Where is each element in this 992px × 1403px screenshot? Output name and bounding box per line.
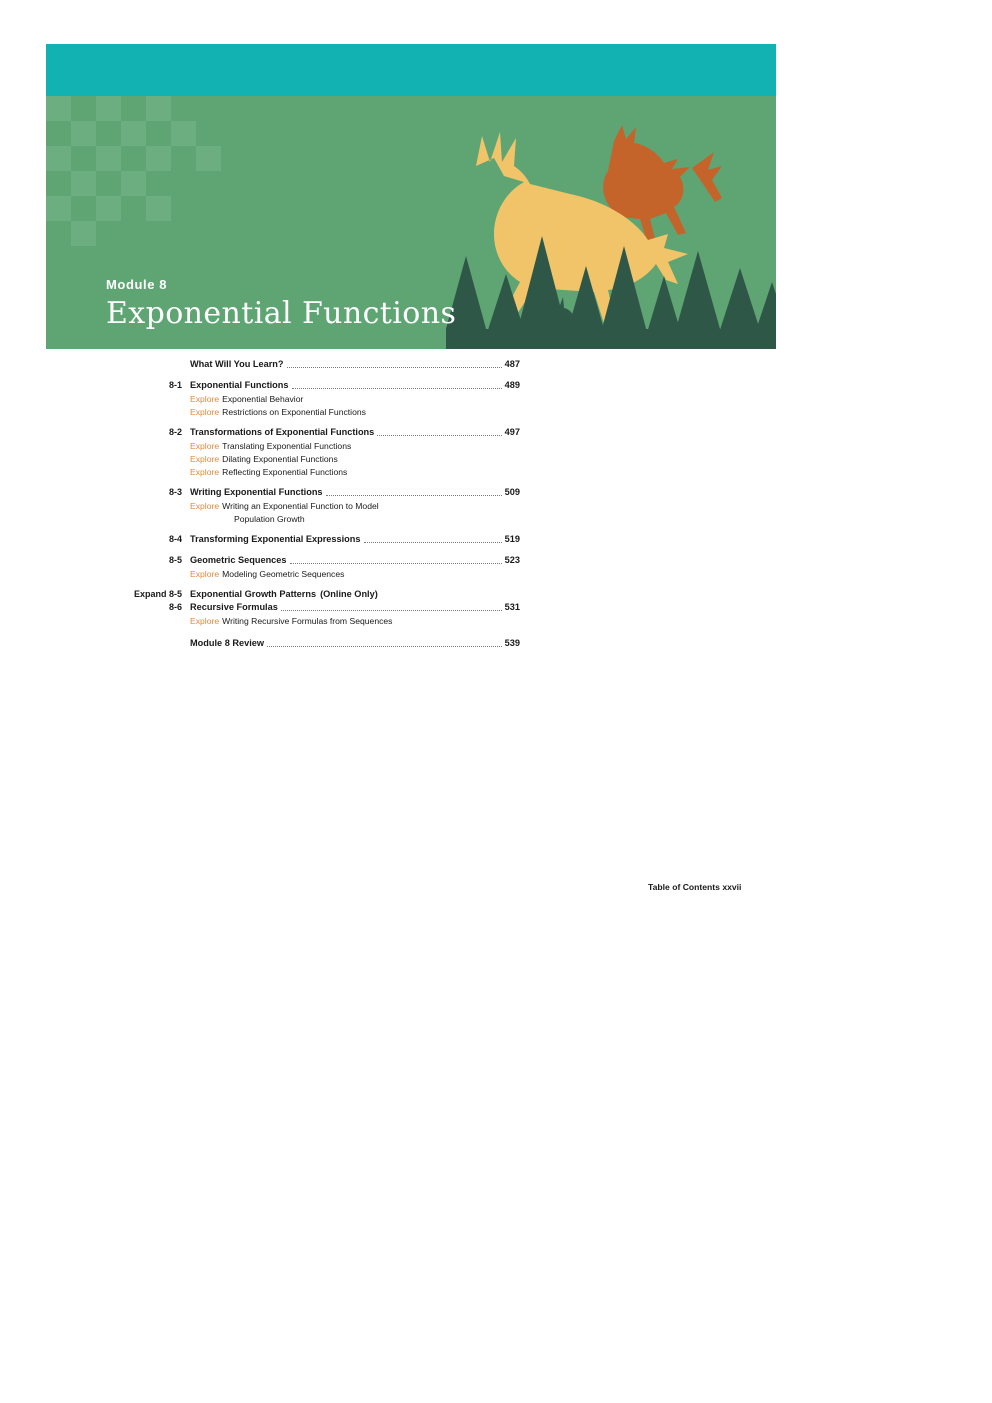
toc-explore-item[interactable] — [100, 500, 520, 512]
banner-title-block — [106, 277, 456, 331]
toc-row[interactable] — [100, 426, 520, 439]
explore-label: Explore — [190, 441, 220, 451]
toc-entry — [100, 426, 520, 478]
toc-leader — [267, 639, 502, 647]
toc-leader — [364, 535, 502, 543]
toc-leader — [287, 360, 502, 368]
toc-explore-item[interactable] — [100, 453, 520, 465]
toc-row[interactable] — [100, 588, 520, 601]
toc-number: 8-2 — [168, 427, 182, 437]
toc-leader — [326, 488, 502, 496]
explore-label: Explore — [190, 569, 220, 579]
explore-label: Explore — [190, 467, 220, 477]
toc-page: 487 — [504, 359, 520, 369]
toc-explore-item[interactable] — [100, 393, 520, 405]
toc-entry — [100, 358, 520, 371]
toc-page: 531 — [504, 602, 520, 612]
toc-leader — [377, 428, 501, 436]
explore-text: Dilating Exponential Functions — [222, 454, 338, 464]
deer-forest-illustration — [446, 96, 776, 349]
toc-title: Transforming Exponential Expressions — [190, 534, 361, 544]
toc-title: Geometric Sequences — [190, 555, 287, 565]
toc-number: 8-6 — [168, 602, 182, 612]
toc-leader — [292, 381, 502, 389]
module-title: Exponential Functions — [106, 296, 457, 331]
explore-text: Writing Recursive Formulas from Sequences — [222, 616, 393, 626]
toc-leader — [281, 603, 502, 611]
toc-row[interactable] — [100, 486, 520, 499]
toc-row[interactable] — [100, 379, 520, 392]
toc-number: 8-1 — [168, 380, 182, 390]
toc-leader — [381, 591, 517, 598]
toc-row[interactable] — [100, 637, 520, 650]
toc-entry — [100, 379, 520, 418]
page-footer: Table of Contents xxvii — [648, 882, 742, 892]
toc-title: What Will You Learn? — [190, 359, 284, 369]
toc-entry — [100, 533, 520, 546]
toc-entry — [100, 554, 520, 580]
toc-explore-continuation — [100, 513, 520, 525]
toc-title: Writing Exponential Functions — [190, 487, 323, 497]
table-of-contents — [100, 358, 520, 658]
explore-label: Explore — [190, 407, 220, 417]
checker-pattern — [46, 96, 346, 246]
toc-page: 497 — [504, 427, 520, 437]
toc-explore-item[interactable] — [100, 615, 520, 627]
module-banner — [46, 44, 776, 349]
toc-title-suffix: (Online Only) — [320, 589, 378, 599]
explore-text: Translating Exponential Functions — [222, 441, 352, 451]
explore-label: Explore — [190, 616, 220, 626]
toc-number: 8-5 — [168, 555, 182, 565]
explore-text: Restrictions on Exponential Functions — [222, 407, 366, 417]
toc-number: Expand 8-5 — [133, 589, 182, 599]
toc-page: 509 — [504, 487, 520, 497]
toc-explore-item[interactable] — [100, 406, 520, 418]
toc-explore-item[interactable] — [100, 568, 520, 580]
toc-number: 8-4 — [168, 534, 182, 544]
explore-text-continued: Population Growth — [234, 514, 305, 524]
toc-entry — [100, 588, 520, 627]
toc-title: Module 8 Review — [190, 638, 265, 648]
toc-explore-item[interactable] — [100, 440, 520, 452]
toc-row[interactable] — [100, 554, 520, 567]
toc-page: 539 — [504, 638, 520, 648]
toc-row[interactable] — [100, 601, 520, 614]
toc-entry — [100, 486, 520, 525]
toc-title: Recursive Formulas — [190, 602, 278, 612]
banner-teal-stripe — [46, 44, 776, 96]
explore-text: Writing an Exponential Function to Model — [222, 501, 379, 511]
toc-title: Exponential Functions — [190, 380, 289, 390]
explore-label: Explore — [190, 454, 220, 464]
explore-label: Explore — [190, 501, 220, 511]
toc-title: Transformations of Exponential Functions — [190, 427, 375, 437]
explore-text: Modeling Geometric Sequences — [222, 569, 345, 579]
toc-number: 8-3 — [168, 487, 182, 497]
explore-text: Exponential Behavior — [222, 394, 304, 404]
toc-page: 519 — [504, 534, 520, 544]
toc-title: Exponential Growth Patterns — [190, 589, 317, 599]
toc-explore-item[interactable] — [100, 466, 520, 478]
module-label: Module 8 — [106, 277, 168, 292]
toc-page: 489 — [504, 380, 520, 390]
toc-leader — [290, 556, 502, 564]
explore-label: Explore — [190, 394, 220, 404]
toc-entry — [100, 637, 520, 650]
toc-page: 523 — [504, 555, 520, 565]
explore-text: Reflecting Exponential Functions — [222, 467, 348, 477]
toc-row[interactable] — [100, 358, 520, 371]
toc-row[interactable] — [100, 533, 520, 546]
